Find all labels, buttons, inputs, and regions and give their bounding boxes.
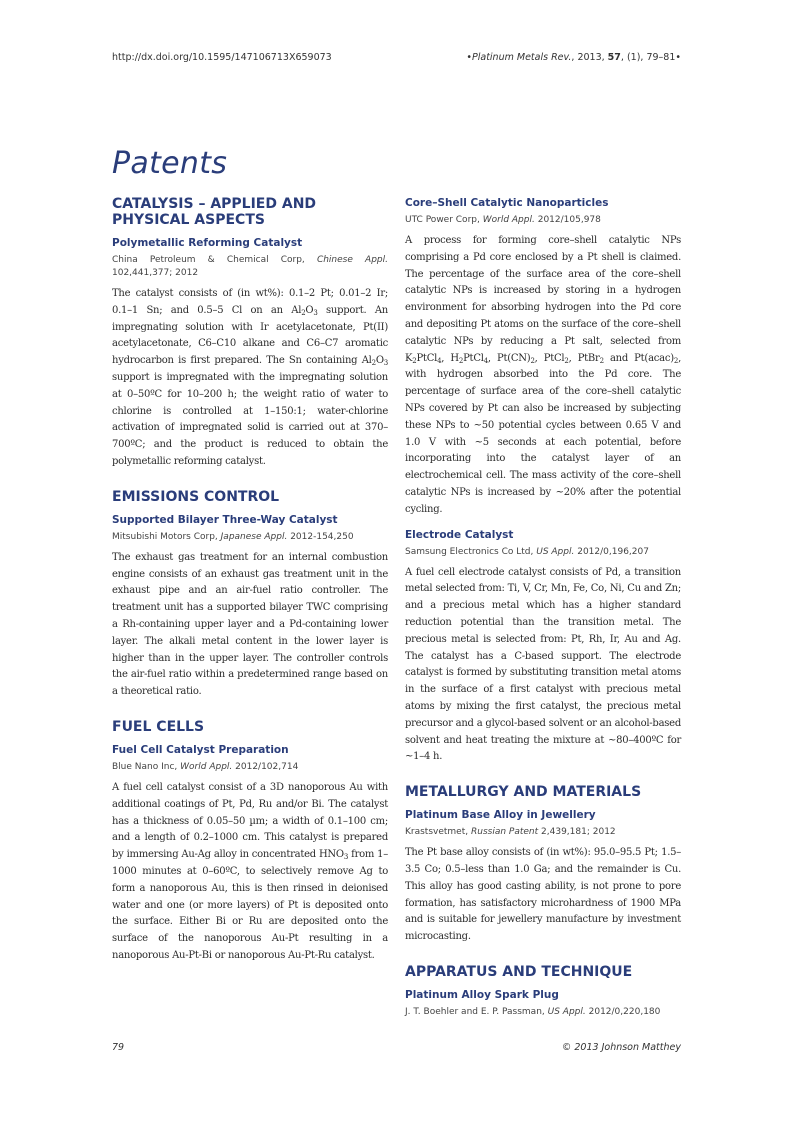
patent-core-shell xyxy=(405,196,681,519)
patent-meta: Mitsubishi Motors Corp, Japanese Appl. 2012-154,250 xyxy=(112,531,354,542)
journal-issue: (1), 79–81 xyxy=(626,52,676,63)
right-column xyxy=(405,196,681,1025)
patent-body: A fuel cell electrode catalyst consists of Pd, a transition metal selected from: Ti, V, Cr, Mn, Fe, Co, Ni, Cu and Zn; and a precious metal which has a higher standard reduction potential than the transition metal. The precious metal is selected from: Pt, Rh, Ir, Au and Ag. The catalyst has a C-based support. The electrode catalyst is formed by substituting transition metal atoms in the surface of a first catalyst with precious metal atoms by mixing the first catalyst, the precious metal precursor and a glycol-based solvent or an alcohol-based solvent and heat treating the mixture at ~80–400ºC for ~1–4 h. xyxy=(405,566,681,763)
patent-title: Platinum Base Alloy in Jewellery xyxy=(405,809,596,822)
patent-meta: Blue Nano Inc, World Appl. 2012/102,714 xyxy=(112,761,299,772)
patent-body: A process for forming core–shell catalytic NPs comprising a Pd core enclosed by a Pt shell is claimed. The percentage of the surface area of the core–shell catalytic NPs is increased by storing in a hydrogen environment for absorbing hydrogen into the Pd core and depositing Pt atoms on the surface of the core–shell catalytic NPs by reducing a Pt salt, selected from $K_2PtCl_4$, $H_2PtCl_4$, $Pt(CN)_2$, PtCl$_2$, PtBr$_2$ and $Pt(acac)_2$, with hydrogen absorbed into the Pd core. The percentage of surface area of the core–shell catalytic NPs covered by Pt can also be increased by subjecting these NPs to ~50 potential cycles between 0.65 V and 1.0 V with ~5 seconds at each potential, before incorporating into the catalyst layer of an electrochemical cell. The mass activity of the core–shell catalytic NPs is increased by ~20% after the potential cycling. xyxy=(405,235,682,515)
section-heading: EMISSIONS CONTROL xyxy=(112,488,280,505)
patent-title: Polymetallic Reforming Catalyst xyxy=(112,237,303,249)
section-emissions xyxy=(112,489,388,701)
patent-meta: UTC Power Corp, World Appl. 2012/105,978 xyxy=(405,215,601,225)
copyright: © 2013 Johnson Matthey xyxy=(561,1042,681,1053)
section-heading: APPARATUS AND TECHNIQUE xyxy=(405,963,633,980)
patent-title: Core–Shell Catalytic Nanoparticles xyxy=(405,197,609,209)
patent-title: Fuel Cell Catalyst Preparation xyxy=(112,743,289,756)
patent-meta: Samsung Electronics Co Ltd, US Appl. 2012/0,196,207 xyxy=(405,546,649,557)
doi-link[interactable]: http://dx.doi.org/10.1595/147106713X659073 xyxy=(112,52,332,63)
section-apparatus xyxy=(405,964,681,1019)
journal-volume: 57 xyxy=(607,52,621,63)
patent-meta: China Petroleum & Chemical Corp, Chinese Appl. 102,441,377; 2012 xyxy=(112,255,388,278)
section-heading: CATALYSIS – APPLIED AND PHYSICAL ASPECTS xyxy=(112,196,317,228)
patent-electrode xyxy=(405,528,681,767)
section-heading: METALLURGY AND MATERIALS xyxy=(405,784,642,801)
patent-body: The exhaust gas treatment for an internal combustion engine consists of an exhaust gas treatment unit in the exhaust pipe and an air-fuel ratio controller. The treatment unit has a supported bilayer TWC comprising a Rh-containing upper layer and a Pd-containing lower layer. The alkali metal content in the lower layer is higher than in the upper layer. The controller controls the air-fuel ratio within a predetermined range based on a theoretical ratio. xyxy=(112,551,388,698)
left-column xyxy=(112,196,388,965)
patent-body: The Pt base alloy consists of (in wt%): 95.0–95.5 Pt; 1.5–3.5 Co; 0.5–less than 1.0 Ga; and the remainder is Cu. This alloy has good casting ability, is not prone to pore formation, has satisfactory microhardness of 1900 MPa and is suitable for jewellery manufacture by investment microcasting. xyxy=(405,847,681,943)
patent-body: A fuel cell catalyst consist of a 3D nanoporous Au with additional coatings of Pt, Pd, Ru and/or Bi. The catalyst has a thickness of 0.05–50 µm; a width of 0.1–100 cm; and a length of 0.2–1000 cm. This catalyst is prepared by immersing Au-Ag alloy in concentrated $HNO_3$ from 1–1000 minutes at 0–60ºC, to selectively remove Ag to form a nanoporous Au, this is then rinsed in deionised water and one (or more layers) of Pt is deposited onto the surface. Either Bi or Ru are deposited onto the surface of the nanoporous Au-Pt resulting in a nanoporous Au-Pt-Bi or nanoporous Au-Pt-Ru catalyst. xyxy=(112,781,388,961)
journal-name: Platinum Metals Rev. xyxy=(472,52,572,63)
patent-title: Electrode Catalyst xyxy=(405,528,514,541)
page-number: 79 xyxy=(112,1042,125,1053)
patent-title: Platinum Alloy Spark Plug xyxy=(405,988,559,1001)
section-heading: FUEL CELLS xyxy=(112,718,205,735)
page-title: Patents xyxy=(112,146,228,181)
patent-meta: J. T. Boehler and E. P. Passman, US Appl. 2012/0,220,180 xyxy=(405,1006,661,1017)
patent-title: Supported Bilayer Three-Way Catalyst xyxy=(112,513,338,526)
patent-body: The catalyst consists of (in wt%): 0.1–2 Pt; 0.01–2 Ir; 0.1–1 Sn; and 0.5–5 Cl on an $Al_2O_3$ support. An impregnating solution with Ir acetylacetonate, Pt(II) acetylacetonate, C6–C10 alkane and C6–C7 aromatic hydrocarbon is first prepared. The Sn containing $Al_2O_3$ support is impregnated with the impregnating solution at 0–50ºC for 10–200 h; the weight ratio of water to chlorine is controlled at 1–150:1; water-chlorine activation of impregnated solid is carried out at 370–700ºC; and the product is reduced to obtain the polymetallic reforming catalyst. xyxy=(112,288,388,467)
patent-meta: Krastsvetmet, Russian Patent 2,439,181; 2012 xyxy=(405,827,616,838)
section-catalysis xyxy=(112,196,388,471)
section-metallurgy xyxy=(405,784,681,946)
journal-citation: •Platinum Metals Rev., 2013, 57, (1), 79–81• xyxy=(466,52,681,63)
journal-year: 2013 xyxy=(577,52,602,63)
section-fuel-cells xyxy=(112,719,388,965)
